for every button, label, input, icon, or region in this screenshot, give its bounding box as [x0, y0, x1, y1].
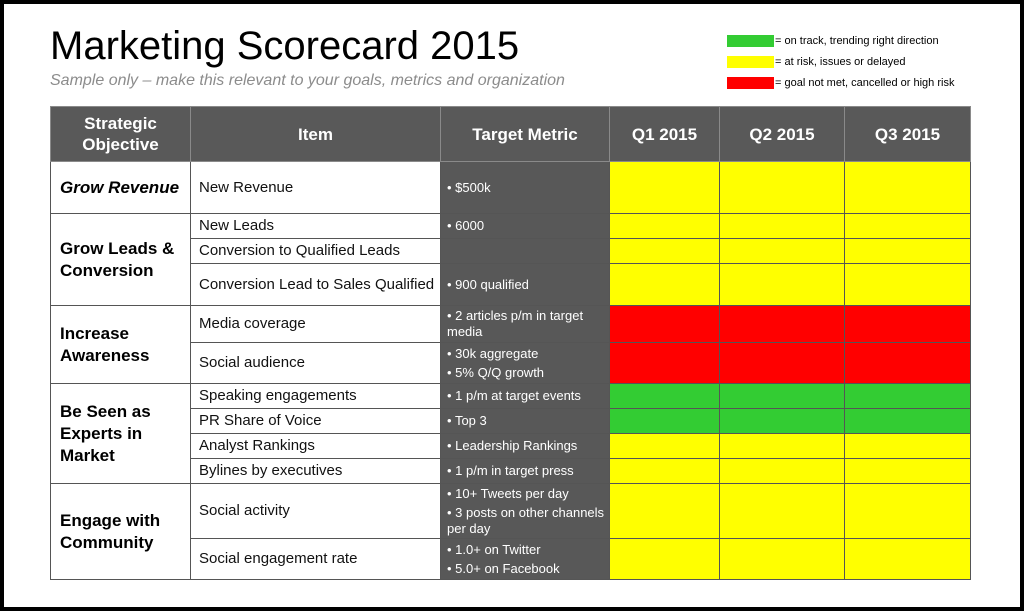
metric-bullet: • 1 p/m in target press	[447, 463, 609, 479]
status-cell-q2	[720, 343, 845, 384]
yellow-swatch	[727, 56, 774, 68]
table-row	[51, 214, 971, 239]
status-cell-q3	[845, 306, 971, 343]
target-metric-cell	[441, 162, 610, 214]
status-cell-q1	[610, 239, 720, 264]
item-cell: Bylines by executives	[191, 459, 441, 484]
status-cell-q1	[610, 459, 720, 484]
status-cell-q2	[720, 539, 845, 580]
status-cell-q1	[610, 306, 720, 343]
item-cell: Social engagement rate	[191, 539, 441, 580]
target-metric-cell	[441, 384, 610, 409]
status-cell-q2	[720, 434, 845, 459]
status-cell-q2	[720, 409, 845, 434]
table-row	[51, 384, 971, 409]
metric-bullet: • 900 qualified	[447, 277, 609, 293]
status-cell-q3	[845, 459, 971, 484]
status-cell-q3	[845, 214, 971, 239]
metric-bullet: • Top 3	[447, 413, 609, 429]
metric-bullet: • 6000	[447, 218, 609, 234]
status-cell-q2	[720, 484, 845, 539]
status-cell-q1	[610, 434, 720, 459]
status-cell-q3	[845, 539, 971, 580]
header-item: Item	[191, 107, 441, 162]
item-cell: New Leads	[191, 214, 441, 239]
status-cell-q1	[610, 409, 720, 434]
status-cell-q3	[845, 384, 971, 409]
legend-item-red	[727, 72, 954, 93]
status-cell-q3	[845, 239, 971, 264]
item-cell: PR Share of Voice	[191, 409, 441, 434]
status-cell-q2	[720, 459, 845, 484]
table-header-row	[51, 107, 971, 162]
target-metric-cell	[441, 484, 610, 539]
metric-bullet: • Leadership Rankings	[447, 438, 609, 454]
objective-cell: Increase Awareness	[51, 306, 191, 384]
status-cell-q2	[720, 239, 845, 264]
status-cell-q1	[610, 343, 720, 384]
item-cell: Social audience	[191, 343, 441, 384]
status-cell-q1	[610, 264, 720, 306]
target-metric-cell	[441, 343, 610, 384]
objective-cell: Engage with Community	[51, 484, 191, 580]
legend-item-yellow	[727, 51, 954, 72]
legend-item-green	[727, 30, 954, 51]
status-cell-q3	[845, 264, 971, 306]
metric-bullet: • 5% Q/Q growth	[447, 365, 609, 381]
item-cell: Analyst Rankings	[191, 434, 441, 459]
status-cell-q1	[610, 484, 720, 539]
status-legend	[727, 30, 954, 93]
item-cell: Speaking engagements	[191, 384, 441, 409]
status-cell-q3	[845, 484, 971, 539]
target-metric-cell	[441, 239, 610, 264]
red-swatch	[727, 77, 774, 89]
metric-bullet: • 1.0+ on Twitter	[447, 542, 609, 558]
table-row	[51, 484, 971, 539]
status-cell-q1	[610, 384, 720, 409]
target-metric-cell	[441, 409, 610, 434]
status-cell-q1	[610, 214, 720, 239]
status-cell-q1	[610, 162, 720, 214]
metric-bullet: • 1 p/m at target events	[447, 388, 609, 404]
item-cell: Conversion Lead to Sales Qualified	[191, 264, 441, 306]
scorecard-table	[50, 106, 971, 580]
target-metric-cell	[441, 214, 610, 239]
metric-bullet: • 5.0+ on Facebook	[447, 561, 609, 577]
target-metric-cell	[441, 459, 610, 484]
header-q3: Q3 2015	[845, 107, 971, 162]
status-cell-q2	[720, 384, 845, 409]
item-cell: New Revenue	[191, 162, 441, 214]
metric-bullet: • 3 posts on other channels per day	[447, 505, 609, 537]
objective-cell: Be Seen as Experts in Market	[51, 384, 191, 484]
objective-cell: Grow Revenue	[51, 162, 191, 214]
header-q2: Q2 2015	[720, 107, 845, 162]
status-cell-q2	[720, 214, 845, 239]
legend-label: = at risk, issues or delayed	[775, 55, 906, 68]
status-cell-q2	[720, 264, 845, 306]
status-cell-q2	[720, 162, 845, 214]
legend-label: = goal not met, cancelled or high risk	[775, 76, 955, 89]
header-target-metric: Target Metric	[441, 107, 610, 162]
objective-cell: Grow Leads & Conversion	[51, 214, 191, 306]
item-cell: Social activity	[191, 484, 441, 539]
target-metric-cell	[441, 264, 610, 306]
page-subtitle: Sample only – make this relevant to your goals, metrics and organization	[50, 72, 565, 89]
status-cell-q1	[610, 539, 720, 580]
table-row	[51, 162, 971, 214]
target-metric-cell	[441, 306, 610, 343]
header-strategic-objective: Strategic Objective	[51, 107, 191, 162]
page-title: Marketing Scorecard 2015	[50, 24, 520, 68]
target-metric-cell	[441, 539, 610, 580]
metric-bullet: • 2 articles p/m in target media	[447, 308, 609, 340]
status-cell-q3	[845, 343, 971, 384]
metric-bullet: • $500k	[447, 180, 609, 196]
status-cell-q3	[845, 162, 971, 214]
metric-bullet: • 10+ Tweets per day	[447, 486, 609, 502]
item-cell: Conversion to Qualified Leads	[191, 239, 441, 264]
metric-bullet: • 30k aggregate	[447, 346, 609, 362]
header-q1: Q1 2015	[610, 107, 720, 162]
status-cell-q3	[845, 434, 971, 459]
status-cell-q3	[845, 409, 971, 434]
target-metric-cell	[441, 434, 610, 459]
legend-label: = on track, trending right direction	[775, 34, 939, 47]
item-cell: Media coverage	[191, 306, 441, 343]
status-cell-q2	[720, 306, 845, 343]
green-swatch	[727, 35, 774, 47]
table-row	[51, 306, 971, 343]
